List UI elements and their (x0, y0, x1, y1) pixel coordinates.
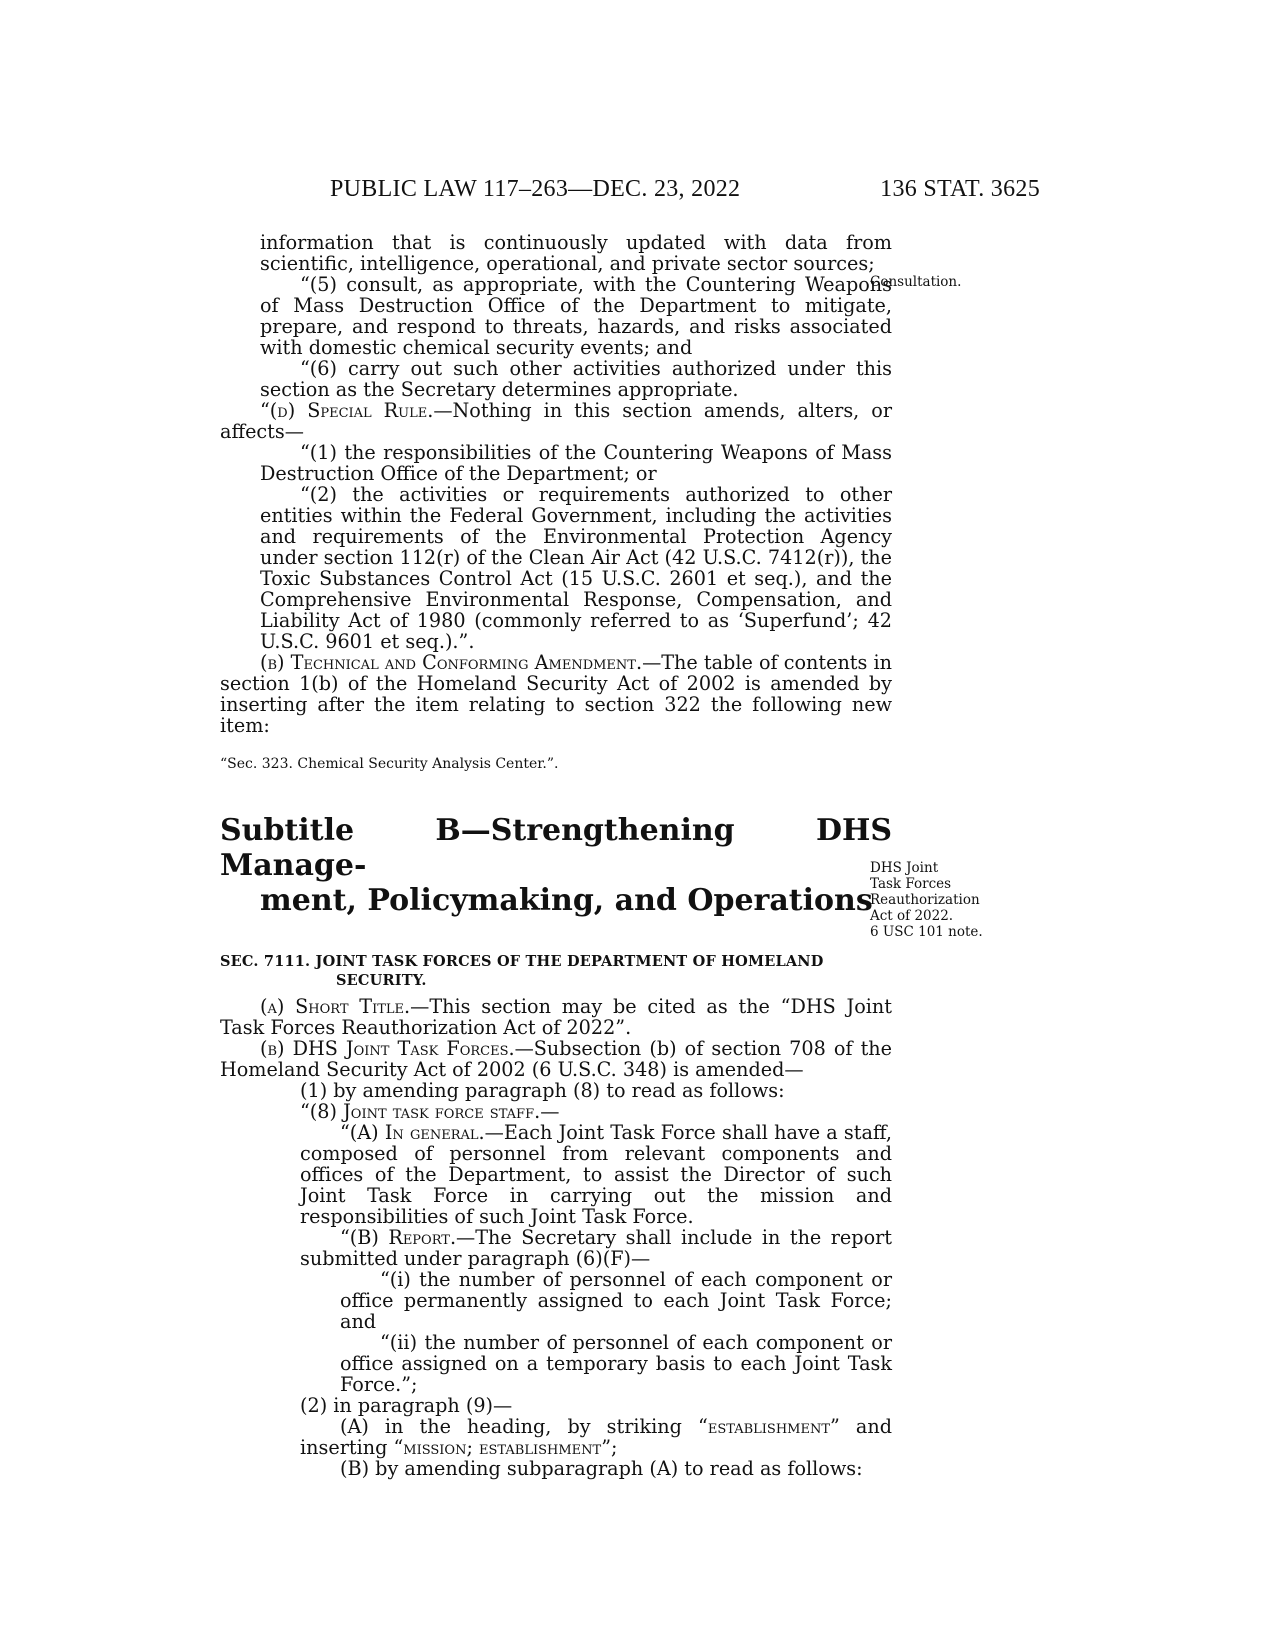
section-heading: SEC. 7111. JOINT TASK FORCES OF THE DEPARTMENT OF HOMELAND SECURITY. (220, 953, 824, 989)
strike-text-1: (A) in the heading, by striking “ (340, 1415, 708, 1438)
insert-term: mission; establishment (403, 1436, 602, 1459)
margin-note-line: 6 USC 101 note. (870, 924, 983, 940)
header-public-law: PUBLIC LAW 117–263—DEC. 23, 2022 (330, 176, 741, 202)
paragraph-8-heading: Joint task force staff. (343, 1100, 541, 1123)
paragraph-2-in-paragraph-9: (2) in paragraph (9)— (300, 1394, 513, 1417)
paragraph-8-staff (220, 1101, 892, 1122)
margin-note-line: Act of 2022. (870, 908, 954, 924)
subsection-d-heading: “(d) Special Rule. (260, 399, 434, 422)
paragraph-5-consult: “(5) consult, as appropriate, with the Countering Weapons of Mass Destruction Office of the Department to mitigate, prepare, and respond to threats, hazards, and risks associated with domestic chemical security events; and (260, 273, 892, 359)
subsection-a-text: —This section may be cited as the “DHS Joint Task Forces Reauthorization Act of 2022”. (220, 995, 892, 1039)
subsection-d-special-rule (220, 400, 892, 442)
margin-note-line: Reauthorization (870, 892, 980, 908)
paragraph-8-dash: — (540, 1100, 560, 1123)
paragraph-2-activities: “(2) the activities or requirements authorized to other entities within the Federal Government, including the activities and requirements of the Environmental Protection Agency under section 112(r) of the Clean Air Act (42 U.S.C. 7412(r)), the Toxic Substances Control Act (15 U.S.C. 2601 et seq.), and the Comprehensive Environmental Response, Compensation, and Liability Act of 1980 (commonly referred to as ‘Superfund’; 42 U.S.C. 9601 et seq.).”. (260, 483, 892, 653)
subparagraph-a-general (220, 1122, 892, 1227)
document-body (220, 232, 892, 1479)
margin-note-line: DHS Joint (870, 860, 939, 876)
strike-text-2: ” and inserting “ (300, 1415, 892, 1459)
paragraph-1-amending: (1) by amending paragraph (8) to read as follows: (300, 1079, 785, 1102)
subparagraph-b-prefix: “(B) (340, 1226, 389, 1249)
subparagraph-b-amending: (B) by amending subparagraph (A) to read as follows: (340, 1457, 863, 1480)
paragraph-continued: information that is continuously updated with data from scientific, intelligence, operational, and private sector sources; (260, 231, 892, 275)
paragraph-8-prefix: “(8) (300, 1100, 344, 1123)
subtitle-heading (220, 813, 892, 918)
paragraph-6-activities: “(6) carry out such other activities authorized under this section as the Secretary determines appropriate. (260, 357, 892, 401)
clause-ii: “(ii) the number of personnel of each component or office assigned on a temporary basis to each Joint Task Force.”; (340, 1331, 892, 1396)
header-stat-page: 136 STAT. 3625 (880, 176, 1040, 202)
strike-text-3: ”; (601, 1436, 618, 1459)
margin-note-consultation: Consultation. (870, 274, 962, 290)
clause-i: “(i) the number of personnel of each component or office permanently assigned to each Joint Task Force; and (340, 1268, 892, 1333)
subsection-a-short-title (220, 996, 892, 1038)
subparagraph-b-heading: Report. (388, 1226, 457, 1249)
subsection-b-heading: (b) Technical and Conforming Amendment. (260, 651, 643, 674)
subparagraph-a-prefix: “(A) (340, 1121, 385, 1144)
subsection-a-heading: (a) Short Title. (260, 995, 411, 1018)
subparagraph-a-text: —Each Joint Task Force shall have a staff, composed of personnel from relevant components and offices of the Department, to assist the Director of such Joint Task Force in carrying out the mission and responsibilities of such Joint Task Force. (300, 1121, 892, 1228)
subparagraph-a-heading: In general. (384, 1121, 485, 1144)
subparagraph-b-report (220, 1227, 892, 1269)
subsection-b2-text: —Subsection (b) of section 708 of the Homeland Security Act of 2002 (6 U.S.C. 348) is amended— (220, 1037, 892, 1081)
subsection-d-text: —Nothing in this section amends, alters, or affects— (220, 399, 892, 443)
subsection-b-dhs-joint-task-forces (220, 1038, 892, 1080)
toc-item: “Sec. 323. Chemical Security Analysis Center.”. (220, 756, 559, 772)
paragraph-1-responsibilities: “(1) the responsibilities of the Countering Weapons of Mass Destruction Office of the Department; or (260, 441, 892, 485)
subsection-b2-heading: (b) DHS Joint Task Forces. (260, 1037, 515, 1060)
subsection-b-text: —The table of contents in section 1(b) of the Homeland Security Act of 2002 is amended by inserting after the item relating to section 322 the following new item: (220, 651, 892, 737)
page-header (330, 176, 1040, 203)
subtitle-line-1: Subtitle B—Strengthening DHS Manage- (220, 813, 892, 883)
subparagraph-a-heading-strike (220, 1416, 892, 1458)
subparagraph-b-text: —The Secretary shall include in the report submitted under paragraph (6)(F)— (300, 1226, 893, 1270)
margin-note-line: Task Forces (870, 876, 952, 892)
subtitle-line-2: ment, Policymaking, and Operations (260, 883, 873, 918)
subsection-b-technical-amendment (220, 652, 892, 736)
strike-term: establishment (707, 1415, 830, 1438)
